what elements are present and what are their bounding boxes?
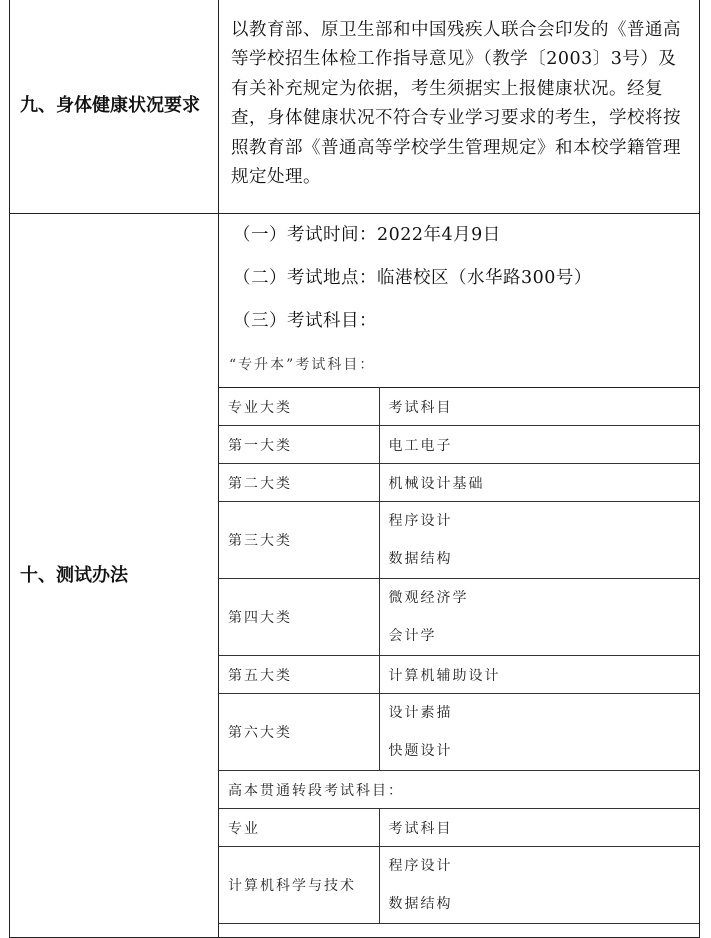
gbgt-caption: 高本贯通转段考试科目： — [219, 771, 699, 809]
subject-item: 会计学 — [388, 628, 437, 644]
section-10-heading: 十、测试办法 — [10, 214, 219, 938]
category-cell: 第一大类 — [219, 426, 379, 464]
category-cell: 第二大类 — [219, 464, 379, 502]
table-header-row — [219, 809, 699, 847]
subject-item: 数据结构 — [388, 896, 453, 912]
category-cell: 第四大类 — [219, 579, 379, 656]
zsb-subject-table — [219, 387, 699, 924]
subject-item: 微观经济学 — [388, 590, 469, 606]
subject-cell — [379, 694, 699, 771]
section-10-row — [10, 214, 700, 938]
header-subject: 考试科目 — [379, 388, 699, 426]
subject-item: 快题设计 — [388, 743, 453, 759]
table-row — [219, 426, 699, 464]
category-cell: 第六大类 — [219, 694, 379, 771]
subject-cell: 机械设计基础 — [379, 464, 699, 502]
subject-item: 程序设计 — [388, 858, 453, 874]
subject-item: 程序设计 — [388, 513, 453, 529]
header-category: 专业大类 — [219, 388, 379, 426]
table-row — [219, 656, 699, 694]
category-cell: 第三大类 — [219, 502, 379, 579]
section-9-body: 以教育部、原卫生部和中国残疾人联合会印发的《普通高等学校招生体检工作指导意见》（教学〔2003〕3号）及有关补充规定为依据，考生须据实上报健康状况。经复查，身体健康状况不符合专业学习要求的考生，学校将按照教育部《普通高等学校学生管理规定》和本校学籍管理规定处理。 — [219, 0, 700, 214]
section-10-content — [219, 214, 700, 938]
subject-cell: 电工电子 — [379, 426, 699, 464]
major-cell: 计算机科学与技术 — [219, 847, 379, 924]
section-9-row — [10, 0, 700, 214]
table-row — [219, 847, 699, 924]
exam-subjects-title: （三）考试科目： — [233, 311, 377, 331]
subject-item: 数据结构 — [388, 551, 453, 567]
subject-cell: 计算机辅助设计 — [379, 656, 699, 694]
section-9-heading: 九、身体健康状况要求 — [10, 0, 219, 214]
admission-info-table — [9, 0, 700, 938]
table-row — [219, 464, 699, 502]
subject-item: 设计素描 — [388, 705, 453, 721]
header-major: 专业 — [219, 809, 379, 847]
table-header-row — [219, 388, 699, 426]
table-row — [219, 579, 699, 656]
subject-cell — [379, 579, 699, 656]
subject-cell — [379, 847, 699, 924]
exam-time: （一）考试时间：2022年4月9日 — [233, 225, 501, 245]
category-cell: 第五大类 — [219, 656, 379, 694]
table-row — [219, 502, 699, 579]
gbgt-caption-row — [219, 771, 699, 809]
zsb-caption: “专升本”考试科目： — [229, 357, 376, 373]
exam-place: （二）考试地点：临港校区（水华路300号） — [233, 268, 592, 288]
table-row — [219, 694, 699, 771]
header-subject: 考试科目 — [379, 809, 699, 847]
subject-cell — [379, 502, 699, 579]
